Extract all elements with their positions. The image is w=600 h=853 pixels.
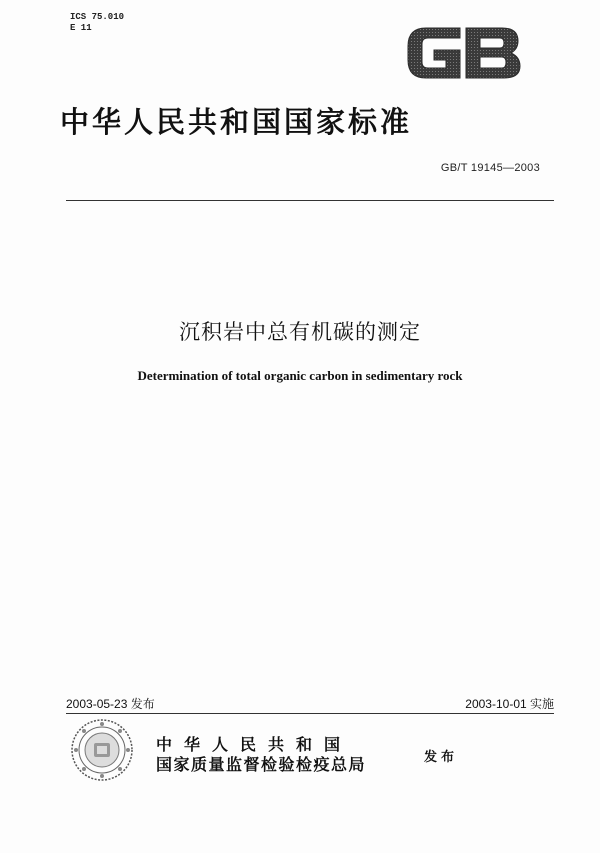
publisher-seal-icon xyxy=(70,718,134,782)
document-title-cn: 沉积岩中总有机碳的测定 xyxy=(179,320,421,344)
classification-block xyxy=(70,12,124,34)
publisher-line-1: 中华人民共和国 xyxy=(156,735,353,754)
category-code: E 11 xyxy=(70,23,92,33)
ics-code: ICS 75.010 xyxy=(70,12,125,22)
publisher-block xyxy=(156,735,366,775)
bottom-divider xyxy=(66,713,554,714)
implementation-date: 2003-10-01 实施 xyxy=(465,697,554,711)
top-divider xyxy=(66,200,554,201)
publish-label: 发布 xyxy=(424,750,459,765)
publisher-line-2: 国家质量监督检验检疫总局 xyxy=(156,755,367,774)
gb-logo xyxy=(404,22,524,84)
standard-title: 中华人民共和国国家标准 xyxy=(60,105,413,139)
standard-number: GB/T 19145—2003 xyxy=(440,162,540,174)
document-title-en: Determination of total organic carbon in sedimentary rock xyxy=(137,368,463,383)
issue-date: 2003-05-23 发布 xyxy=(66,697,155,711)
